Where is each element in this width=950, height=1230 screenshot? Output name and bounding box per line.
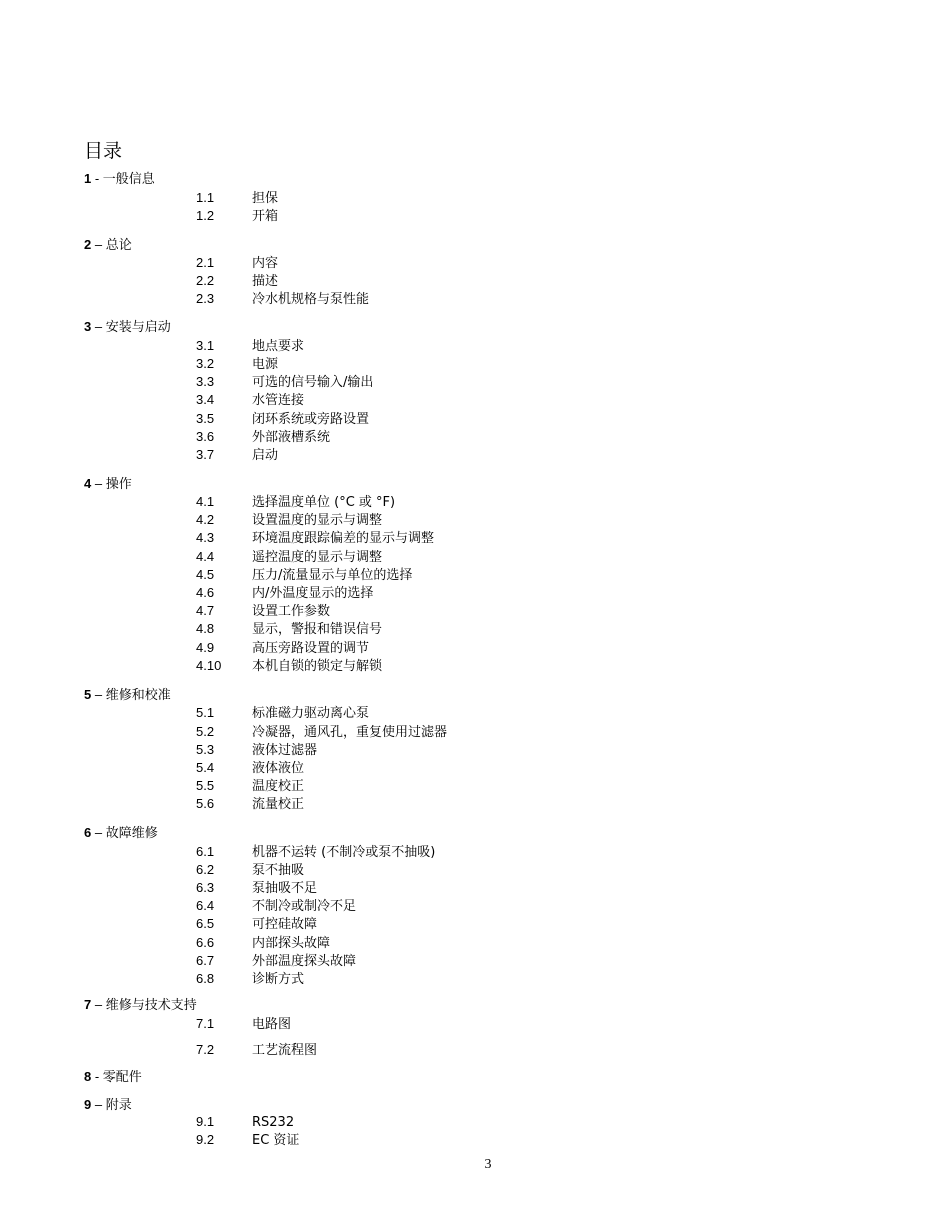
entry-number: 5.4 [196, 760, 215, 775]
toc-entry-4-4 [196, 549, 382, 566]
toc-entry-5-4 [196, 760, 304, 777]
toc-entry-5-5 [196, 778, 304, 795]
toc-entry-3-7 [196, 447, 278, 464]
entry-number: 3.4 [196, 392, 215, 407]
page-title: 目录 [84, 140, 123, 162]
toc-section-3 [84, 319, 171, 336]
toc-entry-2-3 [196, 291, 369, 308]
toc-section-6 [84, 825, 158, 842]
entry-label: 诊断方式 [252, 972, 305, 987]
section-separator: - [91, 171, 103, 186]
entry-number: 3.7 [196, 447, 215, 462]
entry-label: 电路图 [252, 1017, 292, 1032]
entry-number: 3.2 [196, 356, 215, 371]
section-title: 一般信息 [102, 172, 155, 187]
toc-entry-7-1 [196, 1016, 291, 1033]
toc-entry-3-3 [196, 374, 373, 391]
entry-label: 泵不抽吸 [252, 863, 305, 878]
toc-section-4 [84, 476, 132, 493]
entry-label: 液体液位 [252, 761, 305, 776]
section-number: 2 [84, 237, 92, 252]
toc-entry-6-1 [196, 844, 435, 861]
entry-label: 可选的信号输入/输出 [252, 375, 374, 390]
toc-entry-5-6 [196, 796, 304, 813]
entry-number: 6.1 [196, 844, 215, 859]
toc-section-1 [84, 171, 155, 188]
toc-section-8 [84, 1069, 142, 1086]
section-separator: – [91, 1097, 106, 1112]
entry-number: 7.2 [196, 1042, 215, 1057]
entry-label: 环境温度跟踪偏差的显示与调整 [252, 531, 435, 546]
entry-label: 内/外温度显示的选择 [252, 586, 374, 601]
section-separator: – [91, 237, 106, 252]
section-title: 零配件 [102, 1070, 142, 1085]
entry-label: 设置工作参数 [252, 604, 331, 619]
section-separator: – [91, 476, 106, 491]
entry-label: 冷凝器，通风孔，重复使用过滤器 [252, 725, 448, 740]
entry-number: 3.3 [196, 374, 215, 389]
entry-number: 4.4 [196, 549, 215, 564]
section-title: 操作 [105, 477, 132, 492]
toc-entry-4-6 [196, 585, 373, 602]
entry-number: 6.2 [196, 862, 215, 877]
toc-entry-4-7 [196, 603, 330, 620]
toc-entry-6-6 [196, 935, 330, 952]
entry-number: 5.5 [196, 778, 215, 793]
entry-label: 选择温度单位 (°C 或 °F) [252, 495, 396, 510]
entry-number: 4.10 [196, 658, 222, 673]
toc-section-2 [84, 237, 132, 254]
entry-number: 7.1 [196, 1016, 215, 1031]
entry-number: 1.2 [196, 208, 215, 223]
entry-label: EC 资证 [252, 1133, 300, 1148]
section-separator: - [91, 1069, 103, 1084]
section-number: 3 [84, 319, 92, 334]
entry-number: 5.6 [196, 796, 215, 811]
entry-number: 2.2 [196, 273, 215, 288]
entry-number: 6.4 [196, 898, 215, 913]
entry-number: 6.6 [196, 935, 215, 950]
entry-label: 泵抽吸不足 [252, 881, 318, 896]
toc-entry-4-8 [196, 621, 382, 638]
toc-entry-3-5 [196, 411, 369, 428]
toc-entry-6-4 [196, 898, 356, 915]
section-number: 9 [84, 1097, 92, 1112]
toc-entry-4-9 [196, 640, 369, 657]
entry-number: 2.1 [196, 255, 215, 270]
entry-number: 5.1 [196, 705, 215, 720]
page-number: 3 [484, 1157, 492, 1172]
entry-number: 3.1 [196, 338, 215, 353]
toc-entry-2-1 [196, 255, 278, 272]
toc-entry-9-2 [196, 1132, 299, 1149]
entry-number: 1.1 [196, 190, 215, 205]
toc-entry-6-7 [196, 953, 356, 970]
toc-entry-4-3 [196, 530, 434, 547]
entry-label: 标准磁力驱动离心泵 [252, 706, 370, 721]
toc-entry-3-1 [196, 338, 304, 355]
toc-entry-2-2 [196, 273, 278, 290]
entry-number: 4.1 [196, 494, 215, 509]
entry-number: 6.3 [196, 880, 215, 895]
entry-label: 不制冷或制冷不足 [252, 899, 357, 914]
toc-section-9 [84, 1097, 132, 1114]
section-title: 维修和校准 [105, 688, 171, 703]
section-title: 维修与技术支持 [105, 998, 197, 1013]
entry-number: 6.7 [196, 953, 215, 968]
entry-label: 工艺流程图 [252, 1043, 318, 1058]
toc-entry-3-4 [196, 392, 304, 409]
entry-label: 本机自锁的锁定与解锁 [252, 659, 383, 674]
table-of-contents [84, 0, 784, 1230]
toc-entry-5-3 [196, 742, 317, 759]
entry-number: 4.3 [196, 530, 215, 545]
toc-entry-4-1 [196, 494, 395, 511]
section-separator: – [91, 319, 106, 334]
section-separator: – [91, 687, 106, 702]
toc-entry-9-1 [196, 1114, 294, 1131]
entry-number: 4.5 [196, 567, 215, 582]
entry-label: RS232 [252, 1115, 295, 1130]
entry-number: 5.2 [196, 724, 215, 739]
toc-entry-5-1 [196, 705, 369, 722]
entry-label: 机器不运转 (不制冷或泵不抽吸) [252, 845, 436, 860]
section-number: 1 [84, 171, 92, 186]
entry-label: 内容 [252, 256, 279, 271]
entry-label: 温度校正 [252, 779, 305, 794]
entry-number: 6.5 [196, 916, 215, 931]
entry-number: 4.7 [196, 603, 215, 618]
toc-entry-6-5 [196, 916, 317, 933]
entry-label: 压力/流量显示与单位的选择 [252, 568, 413, 583]
toc-entry-1-2 [196, 208, 278, 225]
toc-entry-3-6 [196, 429, 330, 446]
entry-label: 可控硅故障 [252, 917, 318, 932]
section-number: 7 [84, 997, 92, 1012]
entry-label: 担保 [252, 191, 279, 206]
section-separator: – [91, 997, 106, 1012]
entry-label: 外部温度探头故障 [252, 954, 357, 969]
section-number: 8 [84, 1069, 92, 1084]
entry-label: 开箱 [252, 209, 279, 224]
toc-entry-1-1 [196, 190, 278, 207]
section-title: 故障维修 [105, 826, 158, 841]
toc-section-7 [84, 997, 197, 1014]
section-number: 6 [84, 825, 92, 840]
entry-label: 设置温度的显示与调整 [252, 513, 383, 528]
entry-label: 外部液槽系统 [252, 430, 331, 445]
entry-number: 5.3 [196, 742, 215, 757]
entry-label: 启动 [252, 448, 279, 463]
entry-label: 流量校正 [252, 797, 305, 812]
entry-label: 电源 [252, 357, 279, 372]
entry-number: 2.3 [196, 291, 215, 306]
entry-number: 3.6 [196, 429, 215, 444]
toc-entry-3-2 [196, 356, 278, 373]
entry-number: 4.8 [196, 621, 215, 636]
entry-number: 4.6 [196, 585, 215, 600]
section-title: 附录 [105, 1098, 132, 1113]
entry-number: 9.2 [196, 1132, 215, 1147]
toc-entry-5-2 [196, 724, 447, 741]
entry-label: 遥控温度的显示与调整 [252, 550, 383, 565]
toc-entry-6-3 [196, 880, 317, 897]
toc-entry-7-2 [196, 1042, 317, 1059]
entry-label: 闭环系统或旁路设置 [252, 412, 370, 427]
entry-label: 水管连接 [252, 393, 305, 408]
section-title: 安装与启动 [105, 320, 171, 335]
entry-label: 显示，警报和错误信号 [252, 622, 383, 637]
toc-entry-4-2 [196, 512, 382, 529]
entry-label: 描述 [252, 274, 279, 289]
section-number: 5 [84, 687, 92, 702]
entry-number: 4.9 [196, 640, 215, 655]
section-separator: – [91, 825, 106, 840]
toc-entry-6-2 [196, 862, 304, 879]
entry-number: 3.5 [196, 411, 215, 426]
entry-label: 冷水机规格与泵性能 [252, 292, 370, 307]
section-title: 总论 [105, 238, 132, 253]
entry-number: 4.2 [196, 512, 215, 527]
toc-entry-4-10 [196, 658, 382, 675]
entry-label: 液体过滤器 [252, 743, 318, 758]
toc-entry-4-5 [196, 567, 412, 584]
toc-entry-6-8 [196, 971, 304, 988]
entry-label: 地点要求 [252, 339, 305, 354]
section-number: 4 [84, 476, 92, 491]
entry-label: 内部探头故障 [252, 936, 331, 951]
toc-section-5 [84, 687, 171, 704]
entry-number: 9.1 [196, 1114, 215, 1129]
entry-number: 6.8 [196, 971, 215, 986]
entry-label: 高压旁路设置的调节 [252, 641, 370, 656]
